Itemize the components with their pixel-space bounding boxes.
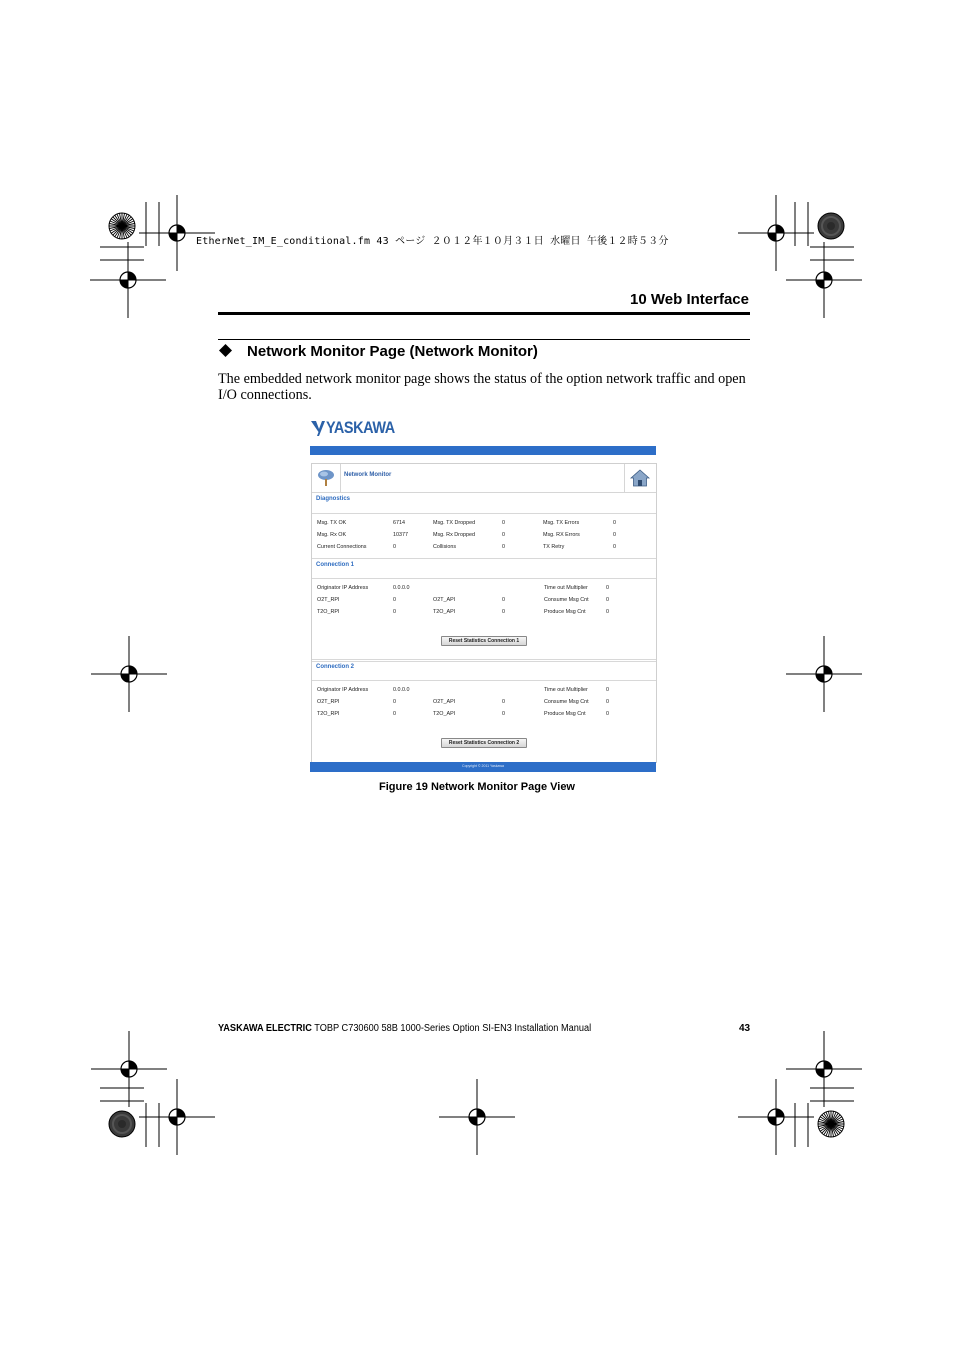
conn-label: Produce Msg Cnt — [544, 711, 586, 717]
file-header: EtherNet_IM_E_conditional.fm 43 ページ ２０１２年１０月３１日 水曜日 午後１２時５３分 — [196, 236, 669, 247]
conn-label: Originator IP Address — [317, 687, 369, 693]
body-paragraph: The embedded network monitor page shows the status of the option network traffic and open I/O connections. — [218, 371, 746, 403]
diag-value: 0 — [613, 520, 616, 526]
conn-label: Consume Msg Cnt — [544, 699, 589, 705]
footer-bar — [310, 762, 656, 772]
reset-connection1-button[interactable]: Reset Statistics Connection 1 — [441, 636, 527, 646]
diag-label: Msg. RX Errors — [543, 532, 580, 538]
conn-label: O2T_RPI — [317, 699, 340, 705]
page-number: 43 — [739, 1023, 751, 1034]
diag-value: 0 — [393, 544, 396, 550]
section-divider — [312, 513, 656, 514]
monitor-panel — [311, 463, 657, 763]
conn-label: O2T_API — [433, 597, 456, 603]
diag-value: 0 — [502, 532, 505, 538]
panel-header — [312, 464, 656, 493]
conn-label: T2O_API — [433, 609, 456, 615]
section-divider — [312, 680, 656, 681]
conn-label: Originator IP Address — [317, 585, 369, 591]
conn-value: 0 — [502, 699, 505, 705]
section-divider — [312, 578, 656, 579]
conn-value: 0 — [606, 699, 609, 705]
section-divider — [312, 558, 656, 559]
diag-value: 0 — [502, 520, 505, 526]
section-rule — [218, 312, 750, 315]
connection1-heading: Connection 1 — [316, 562, 355, 568]
diagnostics-heading: Diagnostics — [316, 496, 351, 502]
figure-caption: Figure 19 Network Monitor Page View — [378, 781, 575, 793]
diag-label: Current Connections — [317, 544, 367, 550]
conn-value: 0 — [606, 597, 609, 603]
diag-value: 6714 — [393, 520, 405, 526]
conn-value: 0 — [393, 609, 396, 615]
conn-label: T2O_API — [433, 711, 456, 717]
conn-value: 0 — [502, 597, 505, 603]
diag-label: Msg. Rx OK — [317, 532, 347, 538]
conn-label: Consume Msg Cnt — [544, 597, 589, 603]
network-monitor-screenshot — [310, 416, 656, 772]
conn-value: 0.0.0.0 — [393, 585, 410, 591]
diag-value: 0 — [613, 532, 616, 538]
conn-value: 0 — [606, 711, 609, 717]
diag-label: Msg. Rx Dropped — [433, 532, 475, 538]
conn-value: 0 — [606, 687, 609, 693]
conn-value: 0 — [502, 609, 505, 615]
diag-label: Msg. TX Errors — [543, 520, 580, 526]
conn-value: 0 — [606, 609, 609, 615]
conn-label: Time out Multiplier — [544, 687, 588, 693]
section-divider — [312, 661, 656, 662]
network-tree-icon — [316, 468, 336, 488]
diag-value: 10377 — [393, 532, 408, 538]
diag-label: Msg. TX Dropped — [433, 520, 476, 526]
top-banner-bar — [310, 446, 656, 455]
footer-company: YASKAWA ELECTRIC — [218, 1023, 312, 1034]
yaskawa-logo-icon — [310, 419, 326, 437]
conn-value: 0 — [502, 711, 505, 717]
diag-value: 0 — [613, 544, 616, 550]
diag-label: TX Retry — [543, 544, 565, 550]
copyright-text: Copyright © 2011 Yaskawa — [462, 764, 504, 768]
diag-label: Collisions — [433, 544, 457, 550]
heading-rule — [218, 339, 750, 340]
yaskawa-logo — [310, 416, 430, 444]
conn-label: T2O_RPI — [317, 609, 340, 615]
conn-label: T2O_RPI — [317, 711, 340, 717]
home-icon[interactable] — [630, 468, 650, 488]
conn-value: 0 — [393, 699, 396, 705]
section-title: 10 Web Interface — [630, 291, 749, 308]
conn-label: O2T_API — [433, 699, 456, 705]
logo-text: YASKAWA — [326, 418, 395, 437]
conn-value: 0 — [606, 585, 609, 591]
conn-label: Produce Msg Cnt — [544, 609, 586, 615]
reset-connection2-button[interactable]: Reset Statistics Connection 2 — [441, 738, 527, 748]
heading: Network Monitor Page (Network Monitor) — [247, 343, 538, 360]
page-title: Network Monitor — [344, 472, 392, 478]
conn-value: 0 — [393, 597, 396, 603]
conn-value: 0 — [393, 711, 396, 717]
connection2-heading: Connection 2 — [316, 664, 355, 670]
conn-label: O2T_RPI — [317, 597, 340, 603]
footer-doc: TOBP C730600 58B 1000-Series Option SI-EN3 Installation Manual — [311, 1023, 592, 1034]
diamond-bullet-icon — [218, 343, 233, 358]
conn-label: Time out Multiplier — [544, 585, 588, 591]
section-divider — [312, 659, 656, 660]
diag-label: Msg. TX OK — [317, 520, 347, 526]
conn-value: 0.0.0.0 — [393, 687, 410, 693]
diag-value: 0 — [502, 544, 505, 550]
footer-text — [218, 1023, 591, 1034]
